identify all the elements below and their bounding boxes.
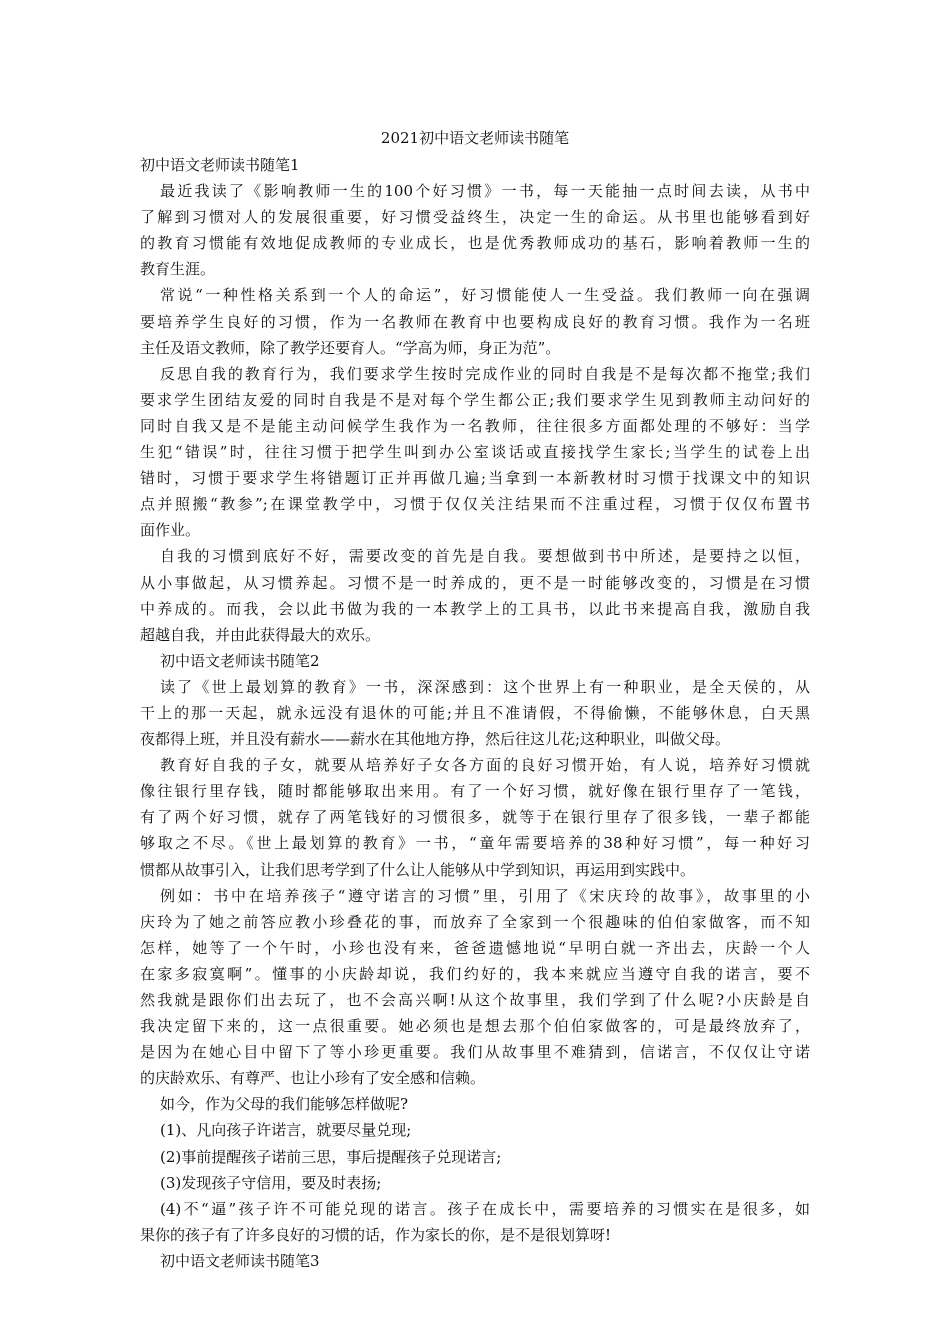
text-line: 我决定留下来的，这一点很重要。她必须也是想去那个伯伯家做客的，可是最终放弃了， (140, 1017, 810, 1036)
text-line: 同时自我又是不是能主动问候学生我作为一名教师，往往很多方面都处理的不够好：当学 (140, 416, 810, 435)
paragraph (140, 1091, 810, 1117)
text-line: 夜都得上班，并且没有薪水——薪水在其他地方挣，然后往这儿花;这种职业，叫做父母。 (140, 730, 731, 749)
text-line: 是因为在她心目中留下了等小珍更重要。我们从故事里不难猜到，信诺言，不仅仅让守诺 (140, 1043, 810, 1062)
text-line: 生犯“错误”时，往往习惯于把学生叫到办公室谈话或直接找学生家长;当学生的试卷上出 (140, 443, 810, 462)
text-line: 惯都从故事引入，让我们思考学到了什么让人能够从中学到知识，再运用到实践中。 (140, 860, 696, 879)
text-line: 面作业。 (140, 521, 201, 540)
text-line: 干上的那一天起，就永远没有退休的可能;并且不准请假，不得偷懒，不能够休息，白天黑 (140, 703, 810, 722)
text-line: 如今，作为父母的我们能够怎样做呢? (160, 1095, 409, 1114)
text-line: 教育生涯。 (140, 260, 216, 279)
text-line: 有了两个好习惯，就存了两笔钱好的习惯很多，就等于在银行里存了很多钱，一辈子都能 (140, 808, 810, 827)
text-line: 超越自我，并由此获得最大的欢乐。 (140, 625, 381, 644)
text-line: (1)、凡向孩子许诺言，就要尽量兑现; (160, 1121, 412, 1140)
paragraph (140, 1117, 810, 1143)
text-line: 要培养学生良好的习惯，作为一名教师在教育中也要构成良好的教育习惯。我作为一名班 (140, 312, 810, 331)
text-line: 读了《世上最划算的教育》一书，深深感到：这个世界上有一种职业，是全天侯的，从 (160, 677, 810, 696)
text-line: 从小事做起，从习惯养起。习惯不是一时养成的，更不是一时能够改变的，习惯是在习惯 (140, 573, 810, 592)
document-title: 2021初中语文老师读书随笔 (380, 129, 570, 147)
text-line: (3)发现孩子守信用，要及时表扬; (160, 1173, 382, 1192)
text-line: 怎样，她等了一个午时，小珍也没有来，爸爸遗憾地说“早明白就一齐出去，庆龄一个人 (140, 938, 810, 957)
text-line: (4)不“逼”孩子许不可能兑现的诺言。孩子在成长中，需要培养的习惯实在是很多，如 (160, 1199, 810, 1218)
paragraph (140, 361, 810, 544)
text-line: 的教育习惯能有效地促成教师的专业成长，也是优秀教师成功的基石，影响着教师一生的 (140, 234, 810, 253)
text-line: 果你的孩子有了许多良好的习惯的话，作为家长的你，是不是很划算呀! (140, 1225, 612, 1244)
text-line: 主任及语文教师，除了教学还要育人。“学高为师，身正为范”。 (140, 338, 561, 357)
text-line: 在家多寂寞啊”。懂事的小庆龄却说，我们约好的，我本来就应当遵守自我的诺言，要不 (140, 964, 810, 983)
text-line: 反思自我的教育行为，我们要求学生按时完成作业的同时自我是不是每次都不拖堂;我们 (160, 364, 810, 383)
paragraph (140, 752, 810, 882)
paragraph (140, 282, 810, 360)
text-line: 庆玲为了她之前答应教小珍叠花的事，而放弃了全家到一个很趣味的伯伯家做客，而不知 (140, 912, 810, 931)
text-line: 例如：书中在培养孩子“遵守诺言的习惯”里，引用了《宋庆玲的故事》，故事里的小 (160, 886, 810, 905)
text-line: 错时，习惯于要求学生将错题订正并再做几遍;当拿到一本新教材时习惯于找课文中的知识 (140, 469, 810, 488)
text-line: 然我就是跟你们出去玩了，也不会高兴啊!从这个故事里，我们学到了什么呢?小庆龄是自 (140, 991, 810, 1009)
paragraph (140, 1196, 810, 1248)
text-line: 教育好自我的子女，就要从培养好子女各方面的良好习惯开始，有人说，培养好习惯就 (160, 756, 810, 775)
text-line: 了解到习惯对人的发展很重要，好习惯受益终生，决定一生的命运。从书里也能够看到好 (140, 208, 810, 227)
document-page (140, 124, 810, 1274)
text-line: 常说“一种性格关系到一个人的命运”，好习惯能使人一生受益。我们教师一向在强调 (160, 286, 810, 305)
paragraph (140, 178, 810, 282)
text-line: 点并照搬“教参”;在课堂教学中，习惯于仅仅关注结果而不注重过程，习惯于仅仅布置书 (140, 495, 810, 514)
text-line: 够取之不尽。《世上最划算的教育》一书，“童年需要培养的38种好习惯”，每一种好习 (140, 834, 810, 853)
paragraph (140, 674, 810, 752)
text-line: 像往银行里存钱，随时都能够取出来用。有了一个好习惯，就好像在银行里存了一笔钱， (140, 782, 810, 801)
paragraph (140, 1144, 810, 1170)
section-heading: 初中语文老师读书随笔1 (140, 156, 300, 174)
text-line: 自我的习惯到底好不好，需要改变的首先是自我。要想做到书中所述，是要持之以恒， (160, 547, 810, 566)
paragraph (140, 883, 810, 1092)
text-line: 的庆龄欢乐、有尊严、也让小珍有了安全感和信赖。 (140, 1069, 486, 1088)
text-line: (2)事前提醒孩子诺前三思，事后提醒孩子兑现诺言; (160, 1147, 502, 1166)
paragraph (140, 1170, 810, 1196)
document-body (140, 152, 810, 1274)
text-line: 中养成的。而我，会以此书做为我的一本教学上的工具书，以此书来提高自我，激励自我 (140, 599, 810, 618)
paragraph (140, 543, 810, 647)
text-line: 最近我读了《影响教师一生的100个好习惯》一书，每一天能抽一点时间去读，从书中 (160, 182, 810, 201)
section-heading: 初中语文老师读书随笔2 (160, 651, 320, 670)
section-heading: 初中语文老师读书随笔3 (160, 1251, 320, 1270)
text-line: 要求学生团结友爱的同时自我是不是对每个学生都公正;我们要求学生见到教师主动问好的 (140, 390, 810, 409)
